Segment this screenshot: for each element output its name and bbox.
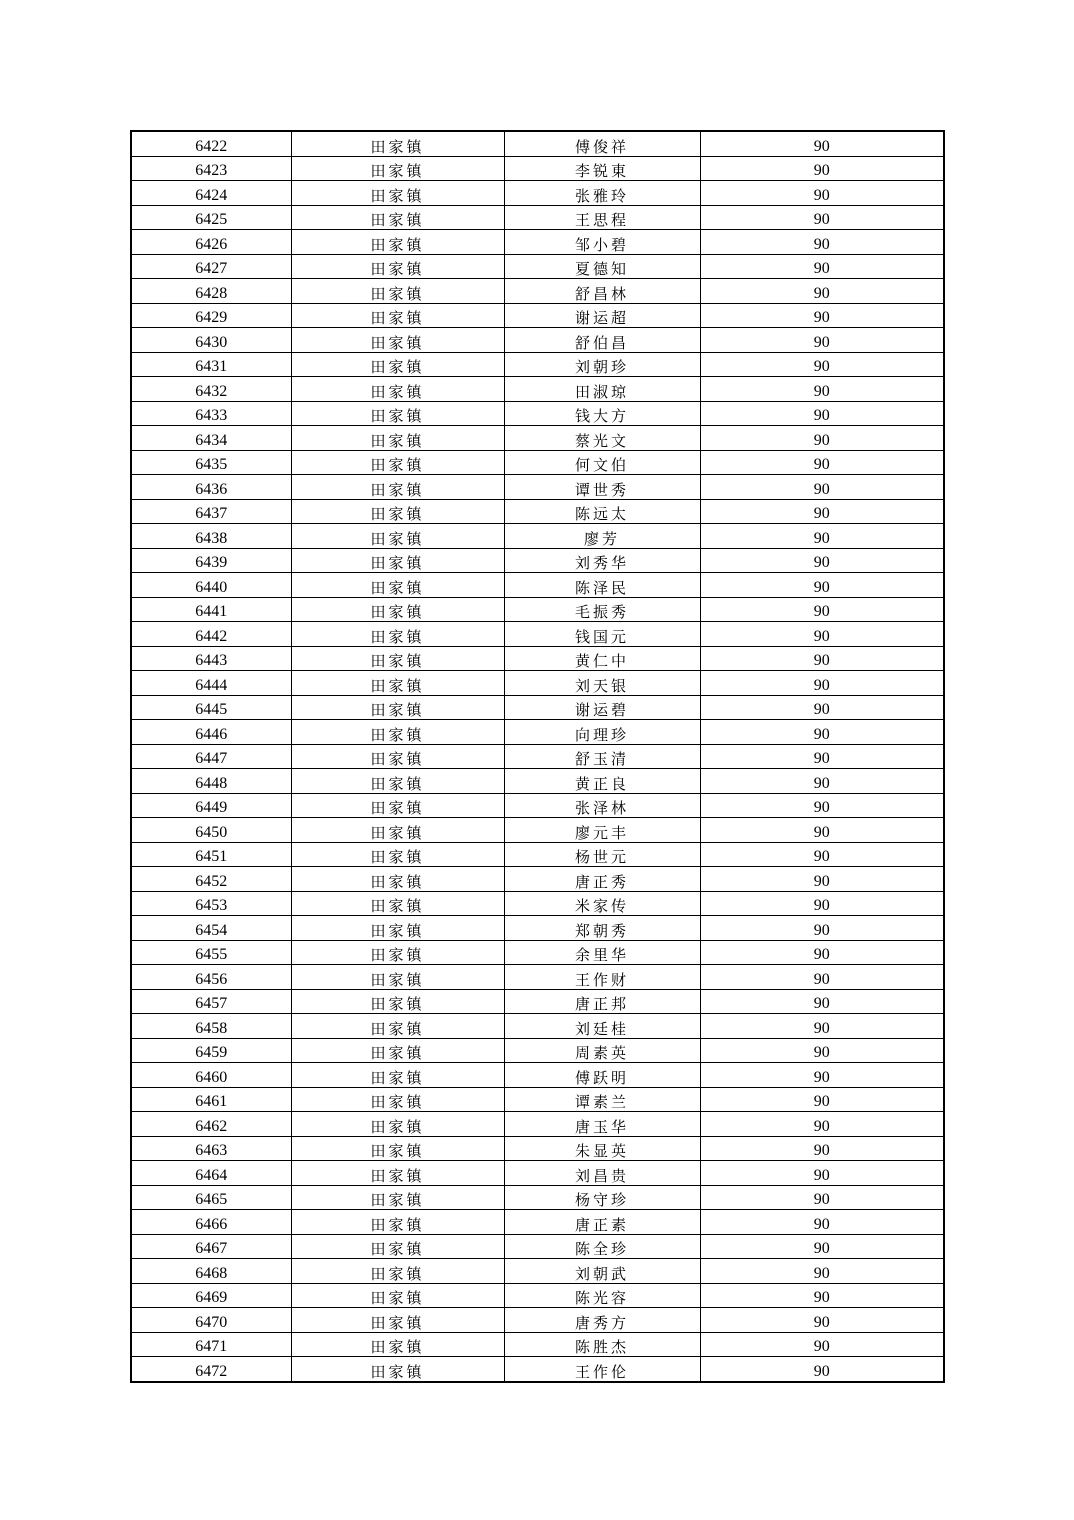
table-row <box>131 230 944 255</box>
town-cell: 田家镇 <box>291 1234 504 1259</box>
person-name-cell: 邹小碧 <box>504 230 700 255</box>
table-row <box>131 940 944 965</box>
town-cell: 田家镇 <box>291 254 504 279</box>
row-number-cell: 6452 <box>131 867 291 892</box>
amount-cell: 90 <box>700 303 944 328</box>
person-name-cell: 张泽林 <box>504 793 700 818</box>
table-row <box>131 1161 944 1186</box>
row-number-cell: 6441 <box>131 597 291 622</box>
town-cell: 田家镇 <box>291 156 504 181</box>
amount-cell: 90 <box>700 524 944 549</box>
amount-cell: 90 <box>700 1038 944 1063</box>
person-name-cell: 钱大方 <box>504 401 700 426</box>
row-number-cell: 6468 <box>131 1259 291 1284</box>
person-name-cell: 唐正秀 <box>504 867 700 892</box>
row-number-cell: 6446 <box>131 720 291 745</box>
person-name-cell: 李锐東 <box>504 156 700 181</box>
person-name-cell: 傅跃明 <box>504 1063 700 1088</box>
table-row <box>131 769 944 794</box>
town-cell: 田家镇 <box>291 524 504 549</box>
person-name-cell: 舒昌林 <box>504 279 700 304</box>
person-name-cell: 王作伦 <box>504 1357 700 1382</box>
town-cell: 田家镇 <box>291 1063 504 1088</box>
town-cell: 田家镇 <box>291 1112 504 1137</box>
row-number-cell: 6453 <box>131 891 291 916</box>
person-name-cell: 钱国元 <box>504 622 700 647</box>
row-number-cell: 6455 <box>131 940 291 965</box>
amount-cell: 90 <box>700 548 944 573</box>
amount-cell: 90 <box>700 181 944 206</box>
table-row <box>131 1332 944 1357</box>
town-cell: 田家镇 <box>291 793 504 818</box>
amount-cell: 90 <box>700 818 944 843</box>
table-row <box>131 475 944 500</box>
row-number-cell: 6436 <box>131 475 291 500</box>
person-name-cell: 舒伯昌 <box>504 328 700 353</box>
table-row <box>131 1112 944 1137</box>
person-name-cell: 陈光容 <box>504 1283 700 1308</box>
person-name-cell: 谢运超 <box>504 303 700 328</box>
person-name-cell: 王思程 <box>504 205 700 230</box>
person-name-cell: 郑朝秀 <box>504 916 700 941</box>
town-cell: 田家镇 <box>291 131 504 156</box>
town-cell: 田家镇 <box>291 205 504 230</box>
table-row <box>131 279 944 304</box>
table-row <box>131 916 944 941</box>
table-row <box>131 720 944 745</box>
amount-cell: 90 <box>700 475 944 500</box>
row-number-cell: 6440 <box>131 573 291 598</box>
amount-cell: 90 <box>700 352 944 377</box>
town-cell: 田家镇 <box>291 1014 504 1039</box>
row-number-cell: 6461 <box>131 1087 291 1112</box>
row-number-cell: 6424 <box>131 181 291 206</box>
person-name-cell: 杨守珍 <box>504 1185 700 1210</box>
person-name-cell: 谢运碧 <box>504 695 700 720</box>
town-cell: 田家镇 <box>291 622 504 647</box>
table-row <box>131 328 944 353</box>
amount-cell: 90 <box>700 328 944 353</box>
amount-cell: 90 <box>700 499 944 524</box>
person-name-cell: 周素英 <box>504 1038 700 1063</box>
amount-cell: 90 <box>700 1161 944 1186</box>
table-row <box>131 1259 944 1284</box>
table-row <box>131 695 944 720</box>
amount-cell: 90 <box>700 377 944 402</box>
person-name-cell: 舒玉清 <box>504 744 700 769</box>
table-row <box>131 1063 944 1088</box>
amount-cell: 90 <box>700 230 944 255</box>
person-name-cell: 毛振秀 <box>504 597 700 622</box>
amount-cell: 90 <box>700 1112 944 1137</box>
town-cell: 田家镇 <box>291 181 504 206</box>
town-cell: 田家镇 <box>291 279 504 304</box>
table-row <box>131 965 944 990</box>
table-row <box>131 671 944 696</box>
row-number-cell: 6469 <box>131 1283 291 1308</box>
table-row <box>131 622 944 647</box>
row-number-cell: 6459 <box>131 1038 291 1063</box>
row-number-cell: 6451 <box>131 842 291 867</box>
row-number-cell: 6466 <box>131 1210 291 1235</box>
person-name-cell: 田淑琼 <box>504 377 700 402</box>
row-number-cell: 6431 <box>131 352 291 377</box>
town-cell: 田家镇 <box>291 499 504 524</box>
town-cell: 田家镇 <box>291 1136 504 1161</box>
town-cell: 田家镇 <box>291 548 504 573</box>
row-number-cell: 6422 <box>131 131 291 156</box>
row-number-cell: 6435 <box>131 450 291 475</box>
table-row <box>131 377 944 402</box>
town-cell: 田家镇 <box>291 818 504 843</box>
amount-cell: 90 <box>700 156 944 181</box>
amount-cell: 90 <box>700 1136 944 1161</box>
person-name-cell: 刘昌贵 <box>504 1161 700 1186</box>
amount-cell: 90 <box>700 940 944 965</box>
town-cell: 田家镇 <box>291 695 504 720</box>
row-number-cell: 6464 <box>131 1161 291 1186</box>
amount-cell: 90 <box>700 597 944 622</box>
row-number-cell: 6447 <box>131 744 291 769</box>
amount-cell: 90 <box>700 1087 944 1112</box>
amount-cell: 90 <box>700 622 944 647</box>
row-number-cell: 6470 <box>131 1308 291 1333</box>
town-cell: 田家镇 <box>291 1087 504 1112</box>
town-cell: 田家镇 <box>291 867 504 892</box>
amount-cell: 90 <box>700 1283 944 1308</box>
person-name-cell: 唐玉华 <box>504 1112 700 1137</box>
row-number-cell: 6437 <box>131 499 291 524</box>
town-cell: 田家镇 <box>291 230 504 255</box>
row-number-cell: 6450 <box>131 818 291 843</box>
town-cell: 田家镇 <box>291 352 504 377</box>
table-row <box>131 597 944 622</box>
table-row <box>131 181 944 206</box>
person-name-cell: 张雅玲 <box>504 181 700 206</box>
amount-cell: 90 <box>700 1332 944 1357</box>
amount-cell: 90 <box>700 744 944 769</box>
table-row <box>131 524 944 549</box>
row-number-cell: 6457 <box>131 989 291 1014</box>
amount-cell: 90 <box>700 1308 944 1333</box>
amount-cell: 90 <box>700 916 944 941</box>
person-name-cell: 黄正良 <box>504 769 700 794</box>
table-row <box>131 989 944 1014</box>
amount-cell: 90 <box>700 720 944 745</box>
amount-cell: 90 <box>700 671 944 696</box>
person-name-cell: 朱显英 <box>504 1136 700 1161</box>
amount-cell: 90 <box>700 695 944 720</box>
town-cell: 田家镇 <box>291 891 504 916</box>
table-row <box>131 1087 944 1112</box>
town-cell: 田家镇 <box>291 1185 504 1210</box>
amount-cell: 90 <box>700 1210 944 1235</box>
person-name-cell: 傅俊祥 <box>504 131 700 156</box>
town-cell: 田家镇 <box>291 989 504 1014</box>
town-cell: 田家镇 <box>291 401 504 426</box>
table-row <box>131 1308 944 1333</box>
amount-cell: 90 <box>700 279 944 304</box>
person-name-cell: 米家传 <box>504 891 700 916</box>
amount-cell: 90 <box>700 989 944 1014</box>
roster-body <box>131 131 944 1382</box>
amount-cell: 90 <box>700 891 944 916</box>
row-number-cell: 6449 <box>131 793 291 818</box>
table-row <box>131 426 944 451</box>
amount-cell: 90 <box>700 769 944 794</box>
row-number-cell: 6439 <box>131 548 291 573</box>
person-name-cell: 谭素兰 <box>504 1087 700 1112</box>
amount-cell: 90 <box>700 842 944 867</box>
amount-cell: 90 <box>700 1014 944 1039</box>
row-number-cell: 6438 <box>131 524 291 549</box>
town-cell: 田家镇 <box>291 1161 504 1186</box>
person-name-cell: 陈泽民 <box>504 573 700 598</box>
table-row <box>131 1283 944 1308</box>
row-number-cell: 6427 <box>131 254 291 279</box>
row-number-cell: 6458 <box>131 1014 291 1039</box>
amount-cell: 90 <box>700 965 944 990</box>
table-row <box>131 156 944 181</box>
person-name-cell: 蔡光文 <box>504 426 700 451</box>
amount-cell: 90 <box>700 205 944 230</box>
amount-cell: 90 <box>700 1063 944 1088</box>
row-number-cell: 6462 <box>131 1112 291 1137</box>
person-name-cell: 廖元丰 <box>504 818 700 843</box>
table-row <box>131 891 944 916</box>
person-name-cell: 陈远太 <box>504 499 700 524</box>
town-cell: 田家镇 <box>291 475 504 500</box>
town-cell: 田家镇 <box>291 965 504 990</box>
town-cell: 田家镇 <box>291 1308 504 1333</box>
table-row <box>131 1136 944 1161</box>
table-row <box>131 352 944 377</box>
row-number-cell: 6465 <box>131 1185 291 1210</box>
table-row <box>131 818 944 843</box>
row-number-cell: 6454 <box>131 916 291 941</box>
person-name-cell: 何文伯 <box>504 450 700 475</box>
town-cell: 田家镇 <box>291 916 504 941</box>
person-name-cell: 杨世元 <box>504 842 700 867</box>
town-cell: 田家镇 <box>291 1357 504 1382</box>
person-name-cell: 谭世秀 <box>504 475 700 500</box>
town-cell: 田家镇 <box>291 1259 504 1284</box>
row-number-cell: 6467 <box>131 1234 291 1259</box>
row-number-cell: 6456 <box>131 965 291 990</box>
amount-cell: 90 <box>700 1185 944 1210</box>
town-cell: 田家镇 <box>291 720 504 745</box>
town-cell: 田家镇 <box>291 744 504 769</box>
town-cell: 田家镇 <box>291 842 504 867</box>
person-name-cell: 黄仁中 <box>504 646 700 671</box>
town-cell: 田家镇 <box>291 940 504 965</box>
person-name-cell: 刘廷桂 <box>504 1014 700 1039</box>
table-row <box>131 573 944 598</box>
town-cell: 田家镇 <box>291 573 504 598</box>
row-number-cell: 6423 <box>131 156 291 181</box>
row-number-cell: 6428 <box>131 279 291 304</box>
row-number-cell: 6460 <box>131 1063 291 1088</box>
town-cell: 田家镇 <box>291 646 504 671</box>
table-row <box>131 867 944 892</box>
table-row <box>131 1210 944 1235</box>
amount-cell: 90 <box>700 450 944 475</box>
table-row <box>131 793 944 818</box>
row-number-cell: 6434 <box>131 426 291 451</box>
row-number-cell: 6443 <box>131 646 291 671</box>
amount-cell: 90 <box>700 254 944 279</box>
person-name-cell: 王作财 <box>504 965 700 990</box>
row-number-cell: 6426 <box>131 230 291 255</box>
person-name-cell: 廖芳 <box>504 524 700 549</box>
person-name-cell: 刘秀华 <box>504 548 700 573</box>
amount-cell: 90 <box>700 573 944 598</box>
row-number-cell: 6430 <box>131 328 291 353</box>
row-number-cell: 6471 <box>131 1332 291 1357</box>
table-row <box>131 1357 944 1382</box>
table-row <box>131 254 944 279</box>
row-number-cell: 6444 <box>131 671 291 696</box>
town-cell: 田家镇 <box>291 1210 504 1235</box>
table-row <box>131 1038 944 1063</box>
person-name-cell: 刘天银 <box>504 671 700 696</box>
town-cell: 田家镇 <box>291 426 504 451</box>
row-number-cell: 6442 <box>131 622 291 647</box>
row-number-cell: 6433 <box>131 401 291 426</box>
person-name-cell: 夏德知 <box>504 254 700 279</box>
amount-cell: 90 <box>700 401 944 426</box>
amount-cell: 90 <box>700 646 944 671</box>
amount-cell: 90 <box>700 131 944 156</box>
amount-cell: 90 <box>700 426 944 451</box>
amount-cell: 90 <box>700 867 944 892</box>
row-number-cell: 6445 <box>131 695 291 720</box>
person-name-cell: 刘朝武 <box>504 1259 700 1284</box>
town-cell: 田家镇 <box>291 1283 504 1308</box>
town-cell: 田家镇 <box>291 328 504 353</box>
table-row <box>131 131 944 156</box>
person-name-cell: 陈全珍 <box>504 1234 700 1259</box>
table-row <box>131 1014 944 1039</box>
row-number-cell: 6448 <box>131 769 291 794</box>
row-number-cell: 6429 <box>131 303 291 328</box>
amount-cell: 90 <box>700 1357 944 1382</box>
person-name-cell: 唐正素 <box>504 1210 700 1235</box>
town-cell: 田家镇 <box>291 303 504 328</box>
person-name-cell: 向理珍 <box>504 720 700 745</box>
table-row <box>131 450 944 475</box>
amount-cell: 90 <box>700 1234 944 1259</box>
row-number-cell: 6425 <box>131 205 291 230</box>
town-cell: 田家镇 <box>291 769 504 794</box>
table-row <box>131 646 944 671</box>
person-name-cell: 唐正邦 <box>504 989 700 1014</box>
town-cell: 田家镇 <box>291 597 504 622</box>
town-cell: 田家镇 <box>291 671 504 696</box>
table-row <box>131 1185 944 1210</box>
town-cell: 田家镇 <box>291 450 504 475</box>
table-row <box>131 548 944 573</box>
row-number-cell: 6463 <box>131 1136 291 1161</box>
person-name-cell: 陈胜杰 <box>504 1332 700 1357</box>
row-number-cell: 6432 <box>131 377 291 402</box>
amount-cell: 90 <box>700 1259 944 1284</box>
table-row <box>131 744 944 769</box>
person-name-cell: 刘朝珍 <box>504 352 700 377</box>
table-row <box>131 1234 944 1259</box>
roster-table <box>130 130 945 1383</box>
person-name-cell: 唐秀方 <box>504 1308 700 1333</box>
amount-cell: 90 <box>700 793 944 818</box>
town-cell: 田家镇 <box>291 377 504 402</box>
town-cell: 田家镇 <box>291 1332 504 1357</box>
table-row <box>131 499 944 524</box>
table-row <box>131 401 944 426</box>
table-row <box>131 205 944 230</box>
table-row <box>131 842 944 867</box>
table-row <box>131 303 944 328</box>
town-cell: 田家镇 <box>291 1038 504 1063</box>
row-number-cell: 6472 <box>131 1357 291 1382</box>
person-name-cell: 余里华 <box>504 940 700 965</box>
